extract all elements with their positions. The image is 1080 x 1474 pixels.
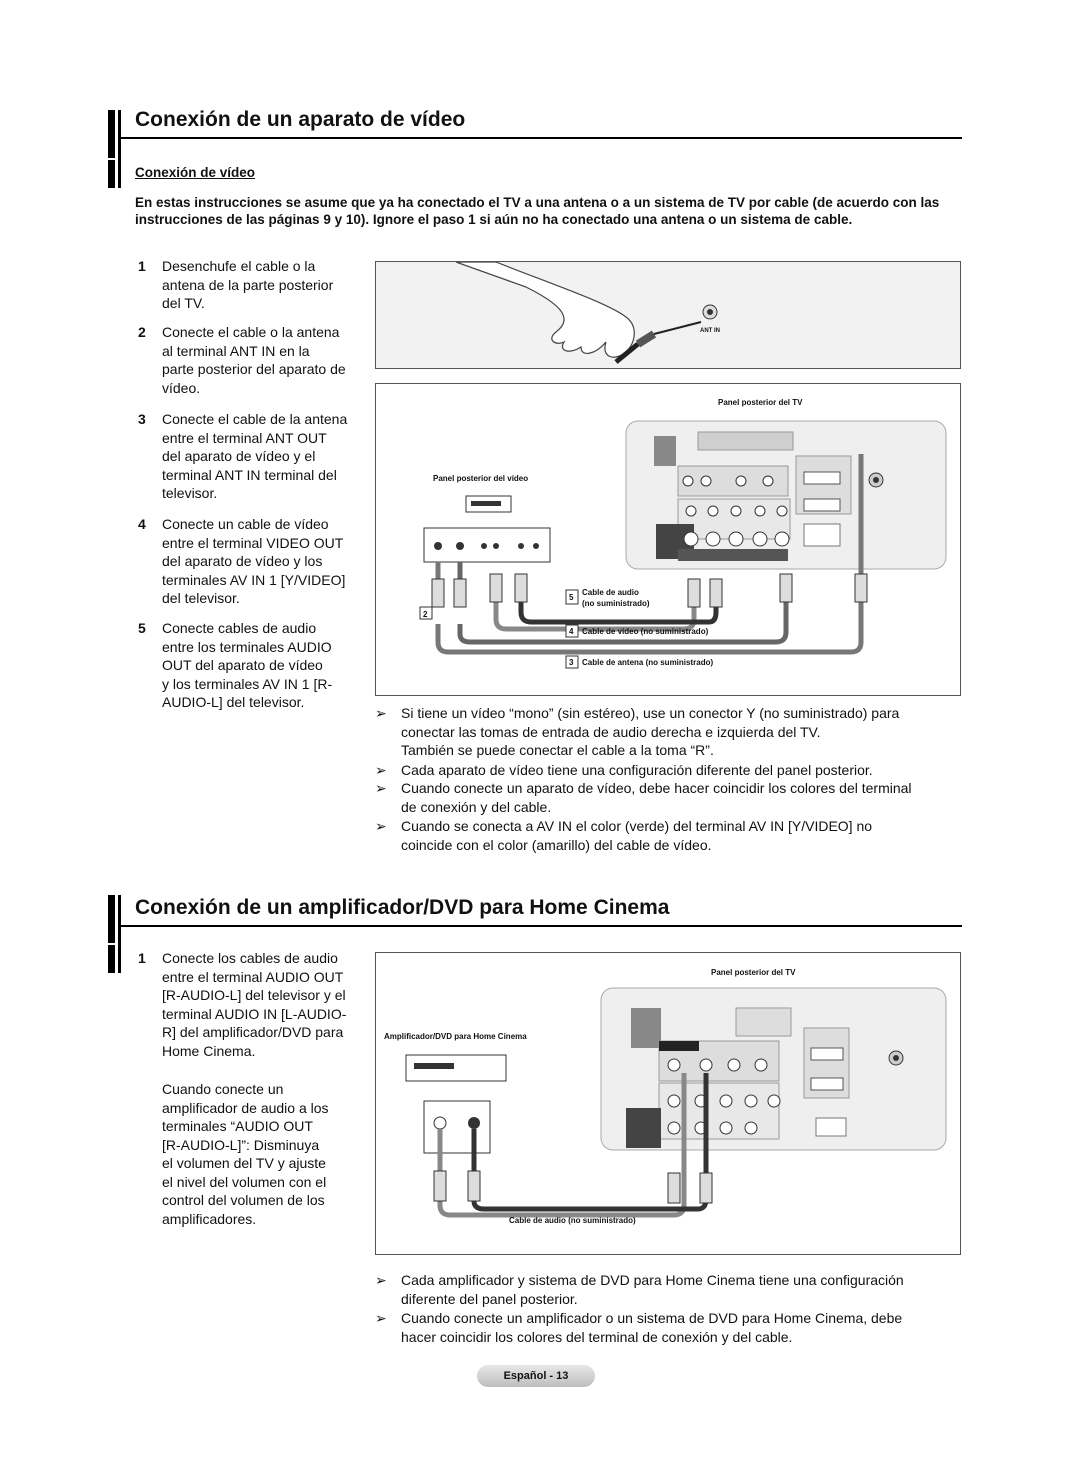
tv-panel-label: Panel posterior del TV — [711, 968, 796, 977]
figure-vcr-connection — [375, 383, 961, 696]
note-text-line: Cada aparato de vídeo tiene una configuración diferente del panel posterior. — [401, 762, 873, 778]
step-text-line: vídeo. — [162, 379, 201, 396]
step-text-line: entre el terminal ANT OUT — [162, 429, 327, 446]
step-text-line: entre el terminal VIDEO OUT — [162, 534, 344, 551]
step-text-line: entre el terminal AUDIO OUT — [162, 968, 344, 985]
step-5-label: 5 — [569, 593, 574, 602]
section-title: Conexión de un aparato de vídeo — [135, 108, 466, 131]
arrow-icon: ➢ — [375, 762, 387, 778]
antenna-cable-label: Cable de antena (no suministrado) — [582, 658, 714, 667]
note-text-line: de conexión y del cable. — [401, 798, 552, 815]
audio-cable-label: Cable de audio (no suministrado) — [509, 1216, 636, 1225]
note-text-line: Cuando conecte un amplificador o un sistema de DVD para Home Cinema, debe — [401, 1310, 903, 1326]
step-number: 1 — [138, 258, 146, 274]
figure-amplifier-connection — [375, 952, 961, 1255]
step-note-line: amplificador de audio a los — [162, 1099, 329, 1116]
step-number: 2 — [138, 324, 146, 340]
vcr-panel-label: Panel posterior del vídeo — [433, 474, 529, 483]
audio-cable-note: (no suministrado) — [582, 599, 650, 608]
section-marker-bar-lower — [108, 945, 115, 973]
section-marker-bar-thin — [118, 895, 121, 973]
note-text-line: conectar las tomas de entrada de audio derecha e izquierda del TV. — [401, 723, 821, 740]
step-text-line: y los terminales AV IN 1 [R- — [162, 675, 333, 692]
step-text-line: [R-AUDIO-L] del televisor y el — [162, 987, 346, 1003]
section-rule — [120, 137, 962, 139]
figure-antenna-connection — [375, 261, 961, 369]
step-note-line: control del volumen de los — [162, 1192, 325, 1208]
section-marker-bar — [108, 110, 115, 158]
step-number: 1 — [138, 950, 146, 966]
arrow-icon: ➢ — [375, 818, 387, 834]
step-text-line: OUT del aparato de vídeo — [162, 657, 323, 673]
step-text-line: terminal ANT IN terminal del — [162, 466, 337, 483]
step-text-line: Conecte un cable de vídeo — [162, 516, 329, 532]
vcr-connection-diagram — [376, 384, 960, 695]
step-text-line: Home Cinema. — [162, 1042, 256, 1059]
step-text-line: terminales AV IN 1 [Y/VIDEO] — [162, 571, 346, 588]
step-number: 4 — [138, 516, 146, 532]
step-text-line: R] del amplificador/DVD para — [162, 1024, 344, 1040]
step-note-line: Cuando conecte un — [162, 1081, 284, 1097]
amplifier-connection-diagram — [376, 953, 960, 1254]
step-note-line: terminales “AUDIO OUT — [162, 1118, 313, 1134]
section-marker-bar-lower — [108, 160, 115, 188]
step-text-line: del aparato de vídeo y los — [162, 553, 323, 569]
step-text-line: Conecte el cable o la antena — [162, 324, 340, 340]
note-text-line: hacer coincidir los colores del terminal de conexión y del cable. — [401, 1328, 793, 1345]
step-text-line: al terminal ANT IN en la — [162, 342, 310, 359]
step-text-line: del aparato de vídeo y el — [162, 448, 316, 464]
note-text-line: También se puede conectar el cable a la toma “R”. — [401, 742, 714, 758]
step-text-line: entre los terminales AUDIO — [162, 638, 332, 655]
step-text-line: Conecte el cable de la antena — [162, 411, 348, 427]
step-text-line: antena de la parte posterior — [162, 276, 334, 293]
audio-cable-label: Cable de audio — [582, 588, 639, 597]
section-rule — [120, 925, 962, 927]
amp-panel-label: Amplificador/DVD para Home Cinema — [384, 1032, 527, 1041]
tv-panel-label: Panel posterior del TV — [718, 398, 803, 407]
step-text-line: Conecte cables de audio — [162, 620, 317, 636]
section-marker-bar — [108, 895, 115, 943]
step-note-line: amplificadores. — [162, 1210, 257, 1227]
step-text-line: del televisor. — [162, 590, 240, 606]
note-text-line: Cuando conecte un aparato de vídeo, debe hacer coincidir los colores del terminal — [401, 780, 912, 796]
step-4-label: 4 — [569, 627, 574, 636]
arrow-icon: ➢ — [375, 1272, 387, 1288]
step-text-line: AUDIO-L] del televisor. — [162, 694, 305, 710]
step-note-line: el volumen del TV y ajuste — [162, 1155, 326, 1171]
note-text-line: Si tiene un vídeo “mono” (sin estéreo), use un conector Y (no suministrado) para — [401, 705, 900, 721]
step-note-line: [R-AUDIO-L]”: Disminuya — [162, 1136, 320, 1153]
note-text-line: Cuando se conecta a AV IN el color (verde) del terminal AV IN [Y/VIDEO] no — [401, 818, 873, 834]
section-title: Conexión de un amplificador/DVD para Home Cinema — [135, 896, 670, 919]
step-number: 5 — [138, 620, 146, 636]
step-note-line: el nivel del volumen con el — [162, 1173, 327, 1190]
step-text-line: parte posterior del aparato de — [162, 361, 346, 377]
note-text-line: diferente del panel posterior. — [401, 1290, 578, 1307]
step-text-line: televisor. — [162, 485, 218, 501]
arrow-icon: ➢ — [375, 705, 387, 721]
note-text-line: coincide con el color (amarillo) del cable de vídeo. — [401, 836, 712, 853]
step-text-line: terminal AUDIO IN [L-AUDIO- — [162, 1005, 347, 1022]
video-cable-label: Cable de vídeo (no suministrado) — [582, 627, 709, 636]
subsection-title: Conexión de vídeo — [135, 165, 256, 180]
step-text-line: Conecte los cables de audio — [162, 950, 338, 966]
note-text-line: Cada amplificador y sistema de DVD para Home Cinema tiene una configuración — [401, 1272, 904, 1288]
arrow-icon: ➢ — [375, 780, 387, 796]
step-text-line: del TV. — [162, 295, 205, 311]
ant-in-label: ANT IN — [700, 328, 720, 334]
step-number: 3 — [138, 411, 146, 427]
arrow-icon: ➢ — [375, 1310, 387, 1326]
page-number-badge: Español - 13 — [477, 1365, 595, 1387]
section-marker-bar-thin — [118, 110, 121, 188]
step-2-label: 2 — [423, 610, 428, 619]
step-text-line: Desenchufe el cable o la — [162, 258, 316, 274]
antenna-illustration — [376, 262, 960, 368]
intro-text: En estas instrucciones se asume que ya ha conectado el TV a una antena o a un sistema de TV por cable (de acuerdo con las instrucciones de las páginas 9 y 10). Ignore el paso 1 si aún no ha conectado una antena o un sistema de cable. — [135, 195, 940, 227]
step-3-label: 3 — [569, 658, 574, 667]
